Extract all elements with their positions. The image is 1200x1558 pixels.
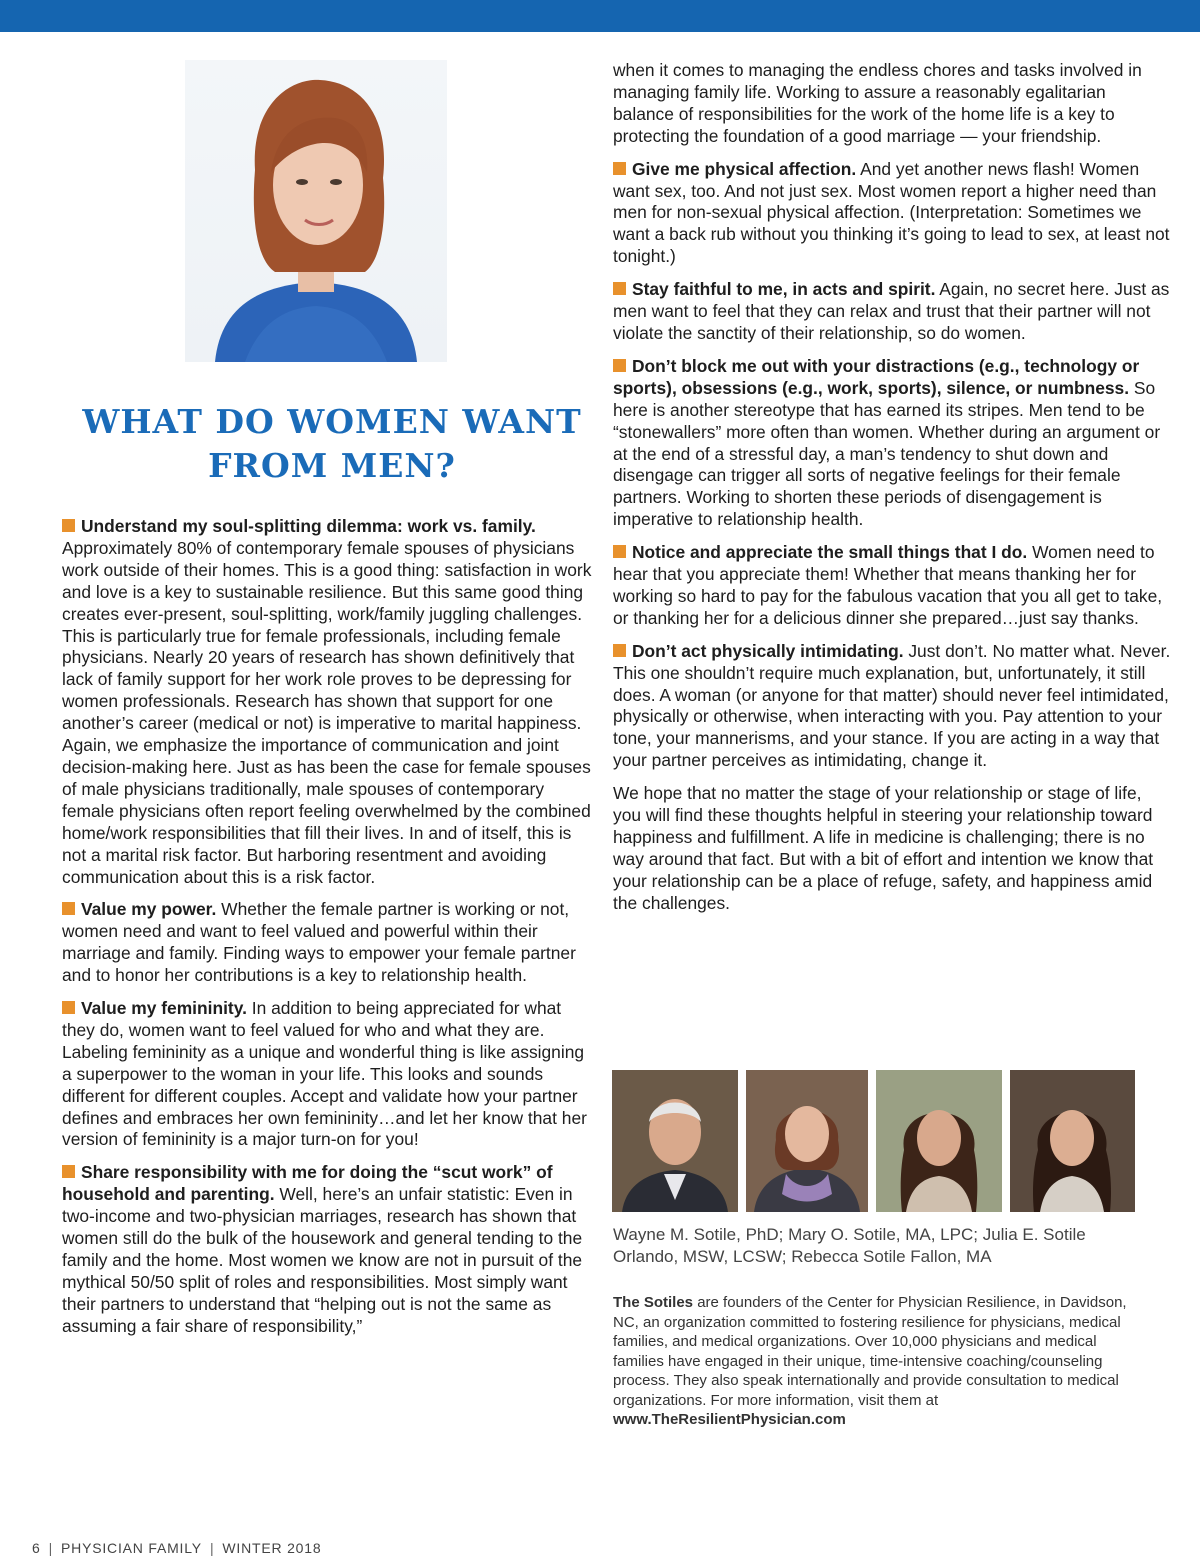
top-color-band	[0, 0, 1200, 32]
list-item: Understand my soul-splitting dilemma: work vs. family. Approximately 80% of contemporary female spouses of physicians work outside of their homes. This is a good thing: satisfaction in work and love is a key to sustainable resilience. But this same good thing creates ever-present, soul-splitting, work/family juggling challenges. This is particularly true for female professionals, including female physicians. Nearly 20 years of research has shown definitively that lack of family support for her work role proves to be depressing for women professionals. Research has shown that support for one another’s career (medical or not) is imperative to marital happiness. Again, we emphasize the importance of communication and joint decision-making here. Just as has been the case for female spouses of male physicians traditionally, male spouses of contemporary female physicians often report feeling overwhelmed by the combined home/work responsibilities that fill their lives. In and of itself, this is not a marital risk factor. But harboring resentment and avoiding communication about this is a risk factor.	[62, 516, 592, 887]
bio-lead: The Sotiles	[613, 1294, 694, 1311]
author-photos	[612, 1070, 1135, 1212]
continuation-paragraph: when it comes to managing the endless chores and tasks involved in managing family life. Working to assure a reasonably egalitarian balance of responsibilities for the work of the home life is a key to protecting the foundation of a good marriage — your friendship.	[613, 60, 1142, 146]
issue-label: WINTER 2018	[222, 1540, 322, 1556]
list-item: Don’t act physically intimidating. Just don’t. No matter what. Never. This one shouldn’t require much explanation, but, unfortunately, it still does. A woman (or anyone for that matter) should never feel intimidated, physically or otherwise, when interacting with you. Pay attention to your tone, your mannerisms, and your stance. If you are acting in a way that your partner perceives as intimidating, change it.	[613, 640, 1171, 771]
author-photo-julia	[876, 1070, 1002, 1212]
bullet-square-icon	[613, 644, 626, 657]
author-photo-wayne	[612, 1070, 738, 1212]
author-caption: Wayne M. Sotile, PhD; Mary O. Sotile, MA, LPC; Julia E. Sotile Orlando, MSW, LCSW; Rebecca Sotile Fallon, MA	[613, 1225, 1086, 1266]
bullet-square-icon	[613, 162, 626, 175]
list-item: Value my power. Whether the female partner is working or not, women need and want to feel valued and powerful within their marriage and family. Finding ways to empower your female partner and to honor her contributions is a key to relationship health.	[62, 899, 576, 986]
list-item: Stay faithful to me, in acts and spirit. Again, no secret here. Just as men want to feel that they can relax and trust that their partner will not violate the sanctity of their relationship, so do women.	[613, 279, 1170, 343]
publication-name: PHYSICIAN FAMILY	[61, 1540, 202, 1556]
bullet-square-icon	[613, 282, 626, 295]
bullet-square-icon	[62, 902, 75, 915]
list-item: Share responsibility with me for doing the “scut work” of household and parenting. Well, here’s an unfair statistic: Even in two-income and two-physician marriages, research has shown that women still do the bulk of the housework and general tending to the family and the home. Most women we know are not in pursuit of the mythical 50/50 split of roles and responsibilities. Most simply want their partners to understand that “helping out is not the same as assuming a fair share of responsibility,”	[62, 1162, 583, 1336]
page-footer: 6 | PHYSICIAN FAMILY | WINTER 2018	[32, 1540, 322, 1556]
author-bio	[613, 1293, 1143, 1430]
website-link[interactable]: www.TheResilientPhysician.com	[613, 1411, 846, 1428]
bullet-square-icon	[613, 545, 626, 558]
hero-photo-woman	[185, 60, 447, 362]
right-column	[613, 60, 1171, 926]
article-title: WHAT DO WOMEN WANT FROM MEN?	[82, 402, 582, 485]
author-photo-rebecca	[1010, 1070, 1135, 1212]
bio-body: are founders of the Center for Physician Resilience, in Davidson, NC, an organization committed to fostering resilience for physicians, medical families, and medical organizations. Over 10,000 physicians and medical families have engaged in their unique, time-intensive coaching/counseling process. They also speak internationally and provide consultation to medical organizations. For more information, visit them at	[613, 1294, 1127, 1409]
list-item: Notice and appreciate the small things that I do. Women need to hear that you appreciate them! Whether that means thanking her for working so hard to pay for the fabulous vacation that you all get to take, or thanking her for a delicious dinner she prepared…just say thanks.	[613, 542, 1163, 628]
list-item: Don’t block me out with your distractions (e.g., technology or sports), obsessions (e.g., work, sports), silence, or numbness. So here is another stereotype that has earned its stripes. Men tend to be “stonewallers” more often than women. Whether during an argument or at the end of a stressful day, a man’s tendency to shut down and disengage can trigger all sorts of negative feelings for their female partners. Working to shorten these periods of disengagement is imperative to relationship health.	[613, 355, 1161, 530]
bullet-square-icon	[613, 359, 626, 372]
left-column	[62, 516, 594, 1349]
closing-paragraph: We hope that no matter the stage of your relationship or stage of life, you will find these thoughts helpful in steering your relationship toward happiness and fulfillment. A life in medicine is challenging; there is no way around that fact. But with a bit of effort and intention we know that your relationship can be a place of refuge, safety, and happiness amid the challenges.	[613, 783, 1154, 913]
list-item: Give me physical affection. And yet another news flash! Women want sex, too. And not just sex. Most women report a higher need than men for non-sexual physical affection. (Interpretation: Sometimes we want a back rub without you thinking it’s going to lead to sex, at least not tonight.)	[613, 158, 1170, 267]
author-photo-mary	[746, 1070, 868, 1212]
bullet-square-icon	[62, 519, 75, 532]
list-item: Value my femininity. In addition to being appreciated for what they do, women want to feel valued for who and what they are. Labeling femininity as a unique and wonderful thing is like assigning a superpower to the woman in your life. This looks and sounds different for different couples. Accept and validate how your partner defines and embraces her own femininity…and let her know that her version of femininity is a major turn-on for you!	[62, 998, 587, 1150]
page-number: 6	[32, 1540, 41, 1556]
bullet-square-icon	[62, 1001, 75, 1014]
bullet-square-icon	[62, 1165, 75, 1178]
